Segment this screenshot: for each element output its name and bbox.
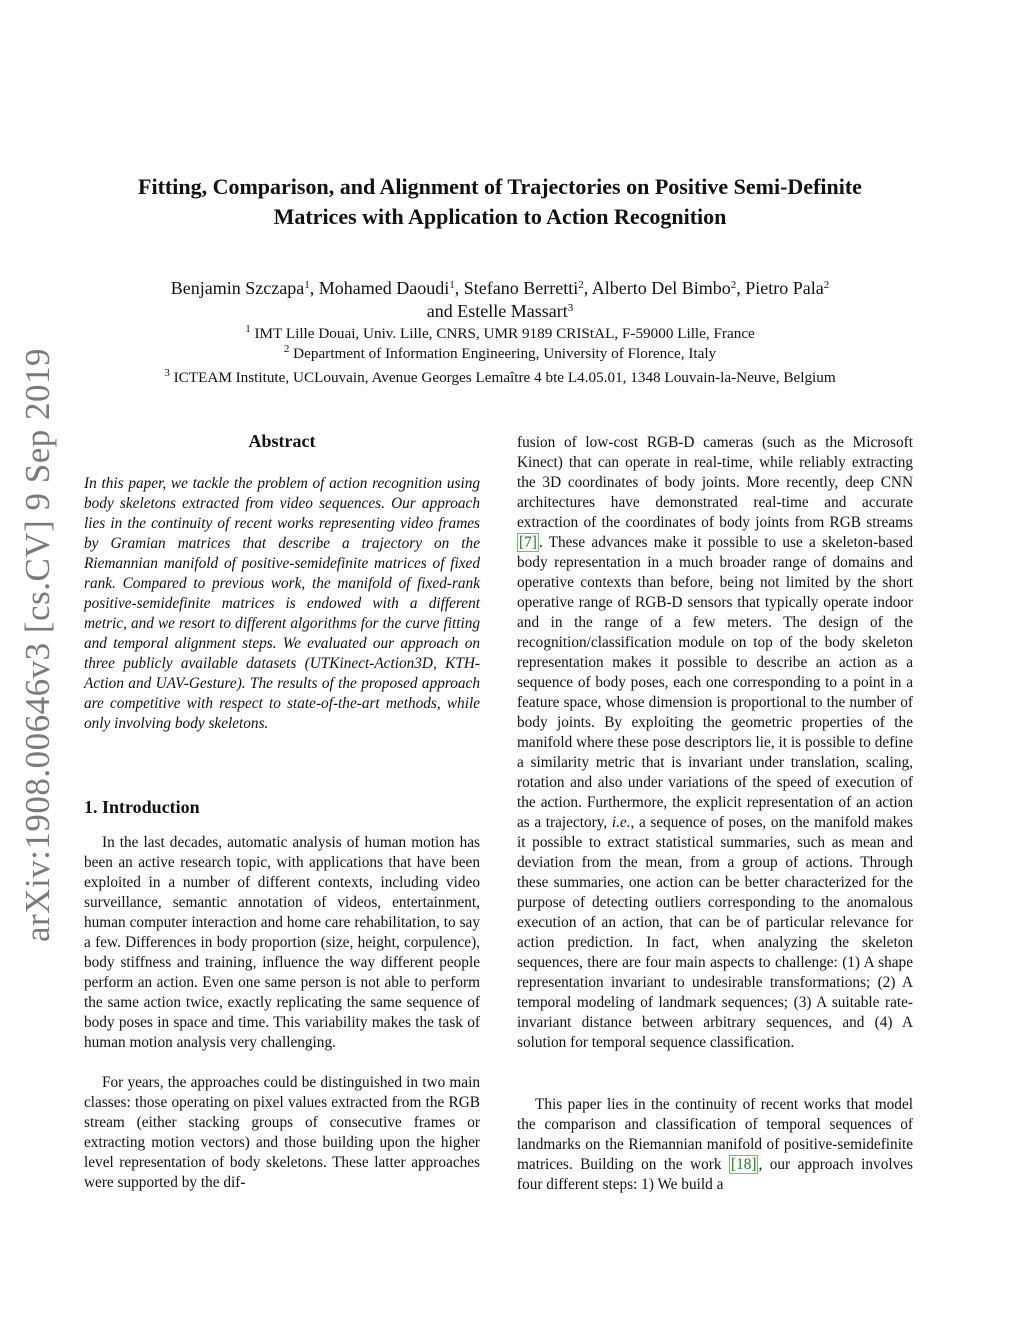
arxiv-sidebar (0, 0, 70, 1325)
author-name: and Estelle Massart (426, 301, 568, 321)
title-line-2: Matrices with Application to Action Recognition (273, 204, 727, 229)
intro-paragraph-1: In the last decades, automatic analysis of human motion has been an active research topic, with applications that have been exploited in a number of different contexts, including video surveillance, semantic annotation of videos, entertainment, human computer interaction and home care rehabilitation, to say a few. Differences in body proportion (size, height, corpulence), body stiffness and training, influence the way different people perform an action. Even one same person is not able to perform the same action twice, exactly replicating the same sequence of body poses in space and time. This variability makes the task of human motion analysis very challenging. (84, 834, 480, 1051)
paper-title (80, 172, 920, 232)
author-name: Mohamed Daoudi (318, 278, 450, 298)
affiliation-2: $^2$ Department of Information Engineering, University of Florence, Italy (283, 343, 717, 362)
abstract-text: In this paper, we tackle the problem of action recognition using body skeletons extracted from video sequences. Our approach lies in the continuity of recent works representing video frames by Gramian matrices that describe a trajectory on the Riemannian manifold of positive-semidefinite matrices of fixed rank. Compared to previous work, the manifold of fixed-rank positive-semidefinite matrices is endowed with a different metric, and we resort to different algorithms for the curve fitting and temporal alignment steps. We evaluated our approach on three publicly available datasets (UTKinect-Action3D, KTH-Action and UAV-Gesture). The results of the proposed approach are competitive with respect to state-of-the-art methods, while only involving body skeletons. (84, 475, 480, 732)
author-name: Benjamin Szczapa (170, 278, 305, 298)
affiliation-3: $^3$ ICTEAM Institute, UCLouvain, Avenue Georges Lemaître 4 bte L4.05.01, 1348 Louvain-la-Neuve, Belgium (164, 367, 836, 386)
affiliation-1: $^1$ IMT Lille Douai, Univ. Lille, CNRS, UMR 9189 CRIStAL, F-59000 Lille, France (245, 323, 755, 342)
intro-paragraph-2: For years, the approaches could be distinguished in two main classes: those operating on pixel values extracted from the RGB stream (either stacking groups of consecutive frames or extracting motion vectors) and those building upon the higher level representation of body skeletons. These latter approaches were supported by the dif- (84, 1074, 480, 1191)
arxiv-identifier: arXiv:1908.00646v3 [cs.CV] 9 Sep 2019 (18, 347, 57, 943)
right-paragraph-1: fusion of low-cost RGB-D cameras (such as the Microsoft Kinect) that can operate in real-time, while reliably extracting the 3D coordinates of body joints. More recently, deep CNN architectures have demonstrated real-time and accurate extraction of the coordinates of body joints from RGB streams [7] . These advances make it possible to use a skeleton-based body representation in a much broader range of domains and operative contexts than before, being not limited by the short operative range of RGB-D sensors that typically operate indoor and in the range of a few meters. The design of the recognition/classification module on top of the body skeleton representation makes it possible to describe an action as a sequence of body poses, each one corresponding to a point in a feature space, whose dimension is proportional to the number of body joints. By exploiting the geometric properties of the manifold where these pose descriptors lie, it is possible to define a similarity metric that is invariant under translation, scaling, rotation and also under variations of the speed of execution of the action. Furthermore, the explicit representation of an action as a trajectory, i.e., a sequence of poses, on the manifold makes it possible to extract statistical summaries, such as mean and deviation from the mean, from a group of actions. Through these summaries, one action can be better characterized for the purpose of detecting outliers corresponding to the anomalous execution of an action, that can be of particular relevance for action prediction. In fact, when analyzing the skeleton sequences, there are four main aspects to challenge: (1) A shape representation invariant to undesirable transformations; (2) A temporal modeling of landmark sequences; (3) A suitable rate-invariant distance between arbitrary sequences, and (4) A solution for temporal sequence classification. (517, 434, 913, 1051)
right-paragraph-2: This paper lies in the continuity of recent works that model the comparison and classification of temporal sequences of landmarks on the Riemannian manifold of positive-semidefinite matrices. Building on the work [18] , our approach involves four different steps: 1) We build a (517, 1096, 913, 1193)
authors-line-1: Benjamin Szczapa$^1$, Mohamed Daoudi$^1$, Stefano Berretti$^2$, Alberto Del Bimbo$^2$, Pietro Pala$^2$ (170, 278, 830, 298)
intro-heading: 1. Introduction (84, 797, 200, 817)
abstract-heading: Abstract (248, 431, 316, 451)
title-line-1: Fitting, Comparison, and Alignment of Trajectories on Positive Semi-Definite (138, 174, 862, 199)
citation-link[interactable]: [7] (519, 534, 537, 551)
author-list (80, 277, 920, 323)
author-name: Pietro Pala (745, 278, 824, 298)
author-name: Alberto Del Bimbo (591, 278, 731, 298)
authors-line-2: and Estelle Massart$^3$ (426, 301, 574, 321)
citation-link[interactable]: [18] (730, 1156, 757, 1173)
author-name: Stefano Berretti (463, 278, 579, 298)
